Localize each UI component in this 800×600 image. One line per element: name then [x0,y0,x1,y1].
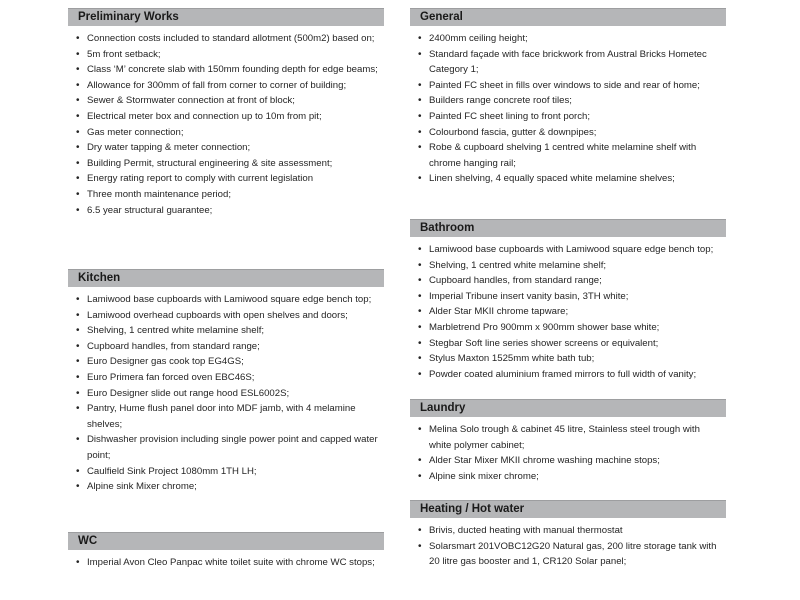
list-item: • Class ‘M’ concrete slab with 150mm founding depth for edge beams; [68,62,384,78]
list-item: • Euro Primera fan forced oven EBC46S; [68,370,384,386]
section-laundry [410,399,726,484]
section-preliminary-works [68,8,384,218]
list-item: • Builders range concrete roof tiles; [410,93,726,109]
section-header: General [410,8,726,26]
list-item: • Shelving, 1 centred white melamine shelf; [410,258,726,274]
list-item: • Stegbar Soft line series shower screens or equivalent; [410,336,726,352]
list-item: • Robe & cupboard shelving 1 centred white melamine shelf with chrome hanging rail; [410,140,726,171]
list-item: • Allowance for 300mm of fall from corner to corner of building; [68,78,384,94]
list-item: • Euro Designer slide out range hood ESL6002S; [68,386,384,402]
section-header: Kitchen [68,269,384,287]
list-item: • Standard façade with face brickwork from Austral Bricks Hometec Category 1; [410,47,726,78]
list-item: • Marbletrend Pro 900mm x 900mm shower base white; [410,320,726,336]
list-item: • Colourbond fascia, gutter & downpipes; [410,125,726,141]
list-item: • Euro Designer gas cook top EG4GS; [68,354,384,370]
section-header: Laundry [410,399,726,417]
list-item: • Gas meter connection; [68,125,384,141]
list-item: • Connection costs included to standard allotment (500m2) based on; [68,31,384,47]
list-item: • Sewer & Stormwater connection at front of block; [68,93,384,109]
list-item: • Cupboard handles, from standard range; [410,273,726,289]
list-item: • Alpine sink Mixer chrome; [68,479,384,495]
item-list [68,287,384,495]
list-item: • Shelving, 1 centred white melamine shelf; [68,323,384,339]
section-header: Preliminary Works [68,8,384,26]
section-header: Heating / Hot water [410,500,726,518]
list-item: • Lamiwood overhead cupboards with open shelves and doors; [68,308,384,324]
section-kitchen [68,269,384,495]
list-item: • 6.5 year structural guarantee; [68,203,384,219]
list-item: • Painted FC sheet lining to front porch; [410,109,726,125]
item-list [68,26,384,218]
list-item: • Energy rating report to comply with current legislation [68,171,384,187]
list-item: • Alpine sink mixer chrome; [410,469,726,485]
list-item: • Building Permit, structural engineering & site assessment; [68,156,384,172]
list-item: • Solarsmart 201VOBC12G20 Natural gas, 200 litre storage tank with 20 litre gas booster and 1, CR120 Solar panel; [410,539,726,570]
section-header: WC [68,532,384,550]
list-item: • Imperial Avon Cleo Panpac white toilet suite with chrome WC stops; [68,555,384,571]
list-item: • Alder Star MKII chrome tapware; [410,304,726,320]
list-item: • Brivis, ducted heating with manual thermostat [410,523,726,539]
list-item: • Dry water tapping & meter connection; [68,140,384,156]
list-item: • Alder Star Mixer MKII chrome washing machine stops; [410,453,726,469]
list-item: • Dishwasher provision including single power point and capped water point; [68,432,384,463]
item-list [410,518,726,570]
item-list [410,417,726,484]
section-wc [68,532,384,571]
section-general [410,8,726,187]
list-item: • Powder coated aluminium framed mirrors to full width of vanity; [410,367,726,383]
list-item: • Pantry, Hume flush panel door into MDF jamb, with 4 melamine shelves; [68,401,384,432]
list-item: • Lamiwood base cupboards with Lamiwood square edge bench top; [410,242,726,258]
item-list [410,237,726,382]
list-item: • Painted FC sheet in fills over windows to side and rear of home; [410,78,726,94]
list-item: • Cupboard handles, from standard range; [68,339,384,355]
list-item: • Imperial Tribune insert vanity basin, 3TH white; [410,289,726,305]
list-item: • Linen shelving, 4 equally spaced white melamine shelves; [410,171,726,187]
list-item: • Melina Solo trough & cabinet 45 litre, Stainless steel trough with white polymer cabinet; [410,422,726,453]
list-item: • Three month maintenance period; [68,187,384,203]
section-header: Bathroom [410,219,726,237]
item-list [68,550,384,571]
list-item: • Lamiwood base cupboards with Lamiwood square edge bench top; [68,292,384,308]
list-item: • Stylus Maxton 1525mm white bath tub; [410,351,726,367]
list-item: • Electrical meter box and connection up to 10m from pit; [68,109,384,125]
list-item: • 5m front setback; [68,47,384,63]
list-item: • Caulfield Sink Project 1080mm 1TH LH; [68,464,384,480]
section-bathroom [410,219,726,382]
section-heating-hot-water [410,500,726,570]
list-item: • 2400mm ceiling height; [410,31,726,47]
item-list [410,26,726,187]
